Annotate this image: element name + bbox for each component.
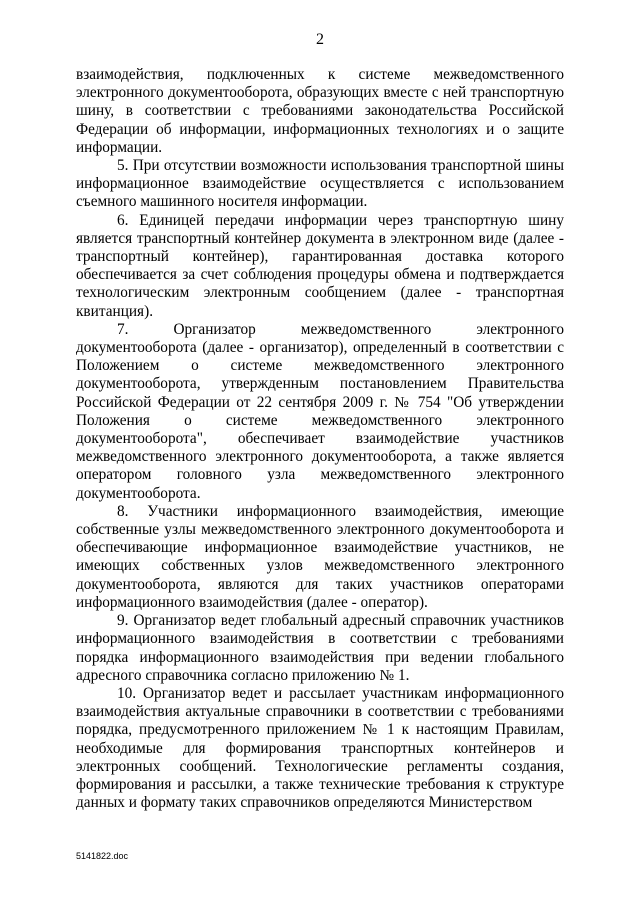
footer-file-code: 5141822.doc	[76, 851, 129, 861]
paragraph-7: 7. Организатор межведомственного электронного документооборота (далее - организатор), определенный в соответствии с Положением о системе межведомственного электронного документооборота, утвержденным постановлением Правительства Российской Федерации от 22 сентября 2009 г. № 754 "Об утверждении Положения о системе межведомственного электронного документооборота", обеспечивает взаимодействие участников межведомственного электронного документооборота, а также является оператором головного узла межведомственного электронного документооборота.	[76, 320, 564, 502]
paragraph-9: 9. Организатор ведет глобальный адресный справочник участников информационного взаимодействия в соответствии с требованиями порядка информационного взаимодействия при ведении глобального адресного справочника согласно приложению № 1.	[76, 612, 564, 684]
paragraph-8: 8. Участники информационного взаимодействия, имеющие собственные узлы межведомственного электронного документооборота и обеспечивающие информационное взаимодействие участников, не имеющих собственных узлов межведомственного электронного документооборота, являются для таких участников операторами информационного взаимодействия (далее - оператор).	[76, 502, 564, 611]
paragraph-10: 10. Организатор ведет и рассылает участникам информационного взаимодействия актуальные справочники в соответствии с требованиями порядка, предусмотренного приложением № 1 к настоящим Правилам, необходимые для формирования транспортных контейнеров и электронных сообщений. Технологические регламенты создания, формирования и рассылки, а также технические требования к структуре данных и формату таких справочников определяются Министерством	[76, 684, 564, 812]
document-body	[76, 66, 564, 812]
paragraph-6: 6. Единицей передачи информации через транспортную шину является транспортный контейнер документа в электронном виде (далее - транспортный контейнер), гарантированная доставка которого обеспечивается за счет соблюдения процедуры обмена и подтверждается технологическим электронным сообщением (далее - транспортная квитанция).	[76, 211, 564, 320]
paragraph-5: 5. При отсутствии возможности использования транспортной шины информационное взаимодействие осуществляется с использованием съемного машинного носителя информации.	[76, 157, 564, 211]
paragraph-continuation: взаимодействия, подключенных к системе межведомственного электронного документооборота, образующих вместе с ней транспортную шину, в соответствии с требованиями законодательства Российской Федерации об информации, информационных технологиях и о защите информации.	[76, 66, 564, 156]
page-number: 2	[316, 31, 324, 48]
